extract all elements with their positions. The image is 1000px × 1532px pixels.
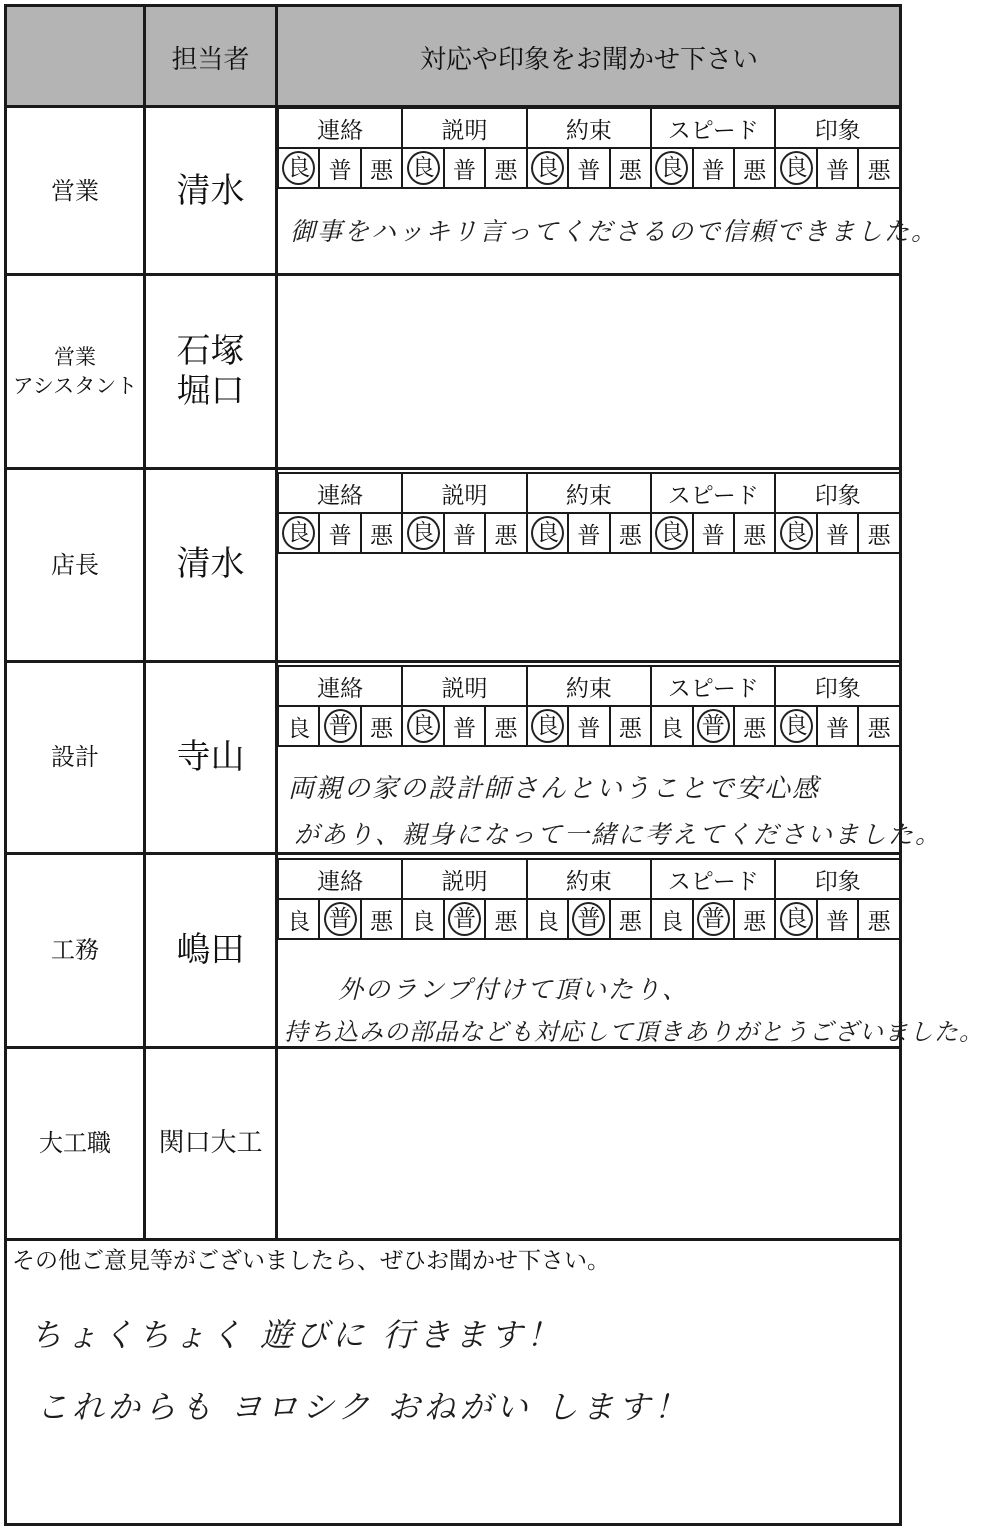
rating-option-selected[interactable] <box>527 148 568 188</box>
dept-label: 設計 <box>51 743 99 772</box>
rating-option-label: 悪 <box>618 908 642 935</box>
rating-option-label: 悪 <box>494 522 518 549</box>
rating-option-label: 悪 <box>494 908 518 935</box>
rating-option[interactable] <box>858 706 900 746</box>
dept-label <box>7 276 143 467</box>
other-comments-prompt: その他ご意見等がございましたら、ぜひお聞かせ下さい。 <box>12 1248 610 1274</box>
rating-option-label: 普 <box>453 157 477 184</box>
rating-option-label: 良 <box>407 151 440 185</box>
rating-option-label: 良 <box>282 151 315 185</box>
rating-option[interactable] <box>444 706 485 746</box>
rating-option[interactable] <box>402 899 443 939</box>
rating-grid <box>277 858 901 940</box>
rating-category: スピード <box>651 859 775 899</box>
rating-option-selected[interactable] <box>775 513 816 553</box>
rating-option[interactable] <box>734 706 775 746</box>
handwritten-comment: 外のランプ付けて頂いたり、 <box>338 975 690 1004</box>
rating-option[interactable] <box>278 899 319 939</box>
rating-option-label: 普 <box>697 709 730 743</box>
rating-options-row <box>278 148 900 188</box>
rating-option-label: 良 <box>780 709 813 743</box>
rating-option-label: 普 <box>328 522 352 549</box>
rating-option-label: 悪 <box>370 908 394 935</box>
rating-option[interactable] <box>361 148 402 188</box>
handwritten-comment: があり、親身になって一緒に考えてくださいました。 <box>294 820 943 849</box>
rating-option[interactable] <box>361 706 402 746</box>
rating-option[interactable] <box>527 899 568 939</box>
rating-option-label: 普 <box>826 715 850 742</box>
rating-category: 印象 <box>775 666 900 706</box>
rating-category: 説明 <box>402 859 526 899</box>
column-divider <box>275 4 278 1240</box>
dept-label: 営業 <box>51 177 99 206</box>
rating-option-selected[interactable] <box>402 148 443 188</box>
rating-option-label: 普 <box>324 902 357 936</box>
rating-category: スピード <box>651 108 775 148</box>
rating-option-selected[interactable] <box>693 706 734 746</box>
person-name: 清水 <box>176 544 245 585</box>
rating-option-label: 普 <box>324 709 357 743</box>
person-name <box>146 276 275 467</box>
rating-option-label: 良 <box>287 908 311 935</box>
rating-option-selected[interactable] <box>278 513 319 553</box>
rating-option-label: 悪 <box>618 157 642 184</box>
dept-label: 店長 <box>51 550 99 579</box>
rating-category: 約束 <box>527 666 651 706</box>
rating-option-label: 良 <box>407 709 440 743</box>
rating-option[interactable] <box>610 706 651 746</box>
rating-option-label: 良 <box>535 908 559 935</box>
rating-option[interactable] <box>858 148 900 188</box>
person-name-line2: 堀口 <box>176 370 245 411</box>
rating-option[interactable] <box>693 148 734 188</box>
rating-option[interactable] <box>693 513 734 553</box>
rating-option-label: 悪 <box>867 157 891 184</box>
rating-option-selected[interactable] <box>775 148 816 188</box>
rating-option-selected[interactable] <box>402 706 443 746</box>
rating-option-label: 悪 <box>618 522 642 549</box>
rating-option-label: 悪 <box>370 157 394 184</box>
rating-grid <box>277 472 901 554</box>
rating-category: 説明 <box>402 473 526 513</box>
rating-option-label: 良 <box>780 902 813 936</box>
rating-category: 連絡 <box>278 666 402 706</box>
rating-option-label: 良 <box>655 516 688 550</box>
rating-option-label: 良 <box>282 516 315 550</box>
rating-option[interactable] <box>568 148 609 188</box>
rating-option[interactable] <box>651 706 692 746</box>
rating-option-label: 悪 <box>743 715 767 742</box>
rating-option-label: 悪 <box>370 522 394 549</box>
rating-option-label: 良 <box>780 151 813 185</box>
rating-option-label: 普 <box>826 157 850 184</box>
rating-category: 約束 <box>527 473 651 513</box>
rating-option-selected[interactable] <box>651 148 692 188</box>
rating-option[interactable] <box>610 513 651 553</box>
rating-option[interactable] <box>361 513 402 553</box>
rating-category: 約束 <box>527 108 651 148</box>
rating-option[interactable] <box>485 706 526 746</box>
rating-option[interactable] <box>568 706 609 746</box>
rating-option-selected[interactable] <box>278 148 319 188</box>
rating-option-label: 普 <box>577 715 601 742</box>
rating-option-label: 悪 <box>743 522 767 549</box>
rating-option-label: 普 <box>701 522 725 549</box>
dept-label-line1: 営業 <box>54 345 96 370</box>
rating-option-selected[interactable] <box>319 899 360 939</box>
rating-option[interactable] <box>651 899 692 939</box>
rating-option-selected[interactable] <box>651 513 692 553</box>
person-name: 清水 <box>176 170 245 211</box>
rating-option-label: 悪 <box>618 715 642 742</box>
rating-option-selected[interactable] <box>775 706 816 746</box>
feedback-column-header: 対応や印象をお聞かせ下さい <box>419 44 758 75</box>
rating-option-selected[interactable] <box>319 706 360 746</box>
rating-options-row <box>278 899 900 939</box>
rating-option-label: 良 <box>287 715 311 742</box>
rating-option-label: 良 <box>780 516 813 550</box>
rating-option[interactable] <box>278 706 319 746</box>
rating-option[interactable] <box>858 513 900 553</box>
person-column-header: 担当者 <box>171 44 250 75</box>
rating-category: 説明 <box>402 108 526 148</box>
rating-category: 連絡 <box>278 859 402 899</box>
rating-category: 印象 <box>775 859 900 899</box>
rating-option-label: 普 <box>697 902 730 936</box>
rating-option-label: 良 <box>655 151 688 185</box>
rating-option[interactable] <box>858 899 900 939</box>
rating-option-selected[interactable] <box>527 513 568 553</box>
rating-option-label: 普 <box>577 522 601 549</box>
rating-option-label: 普 <box>572 902 605 936</box>
rating-option[interactable] <box>319 148 360 188</box>
rating-options-row <box>278 706 900 746</box>
rating-grid <box>277 107 901 189</box>
rating-option-label: 良 <box>531 709 564 743</box>
rating-option-label: 普 <box>453 715 477 742</box>
handwritten-other-comment: これからも ヨロシク おねがい します！ <box>36 1388 690 1426</box>
person-name-line1: 石塚 <box>176 331 245 372</box>
person-name: 寺山 <box>176 736 245 777</box>
rating-option-label: 良 <box>660 908 684 935</box>
rating-option[interactable] <box>444 148 485 188</box>
rating-option[interactable] <box>361 899 402 939</box>
handwritten-comment: 御事をハッキリ言ってくださるので信頼できました。 <box>290 217 939 246</box>
dept-label: 大工職 <box>39 1129 111 1158</box>
rating-option-selected[interactable] <box>693 899 734 939</box>
rating-option[interactable] <box>444 513 485 553</box>
rating-option[interactable] <box>734 513 775 553</box>
rating-option[interactable] <box>568 513 609 553</box>
rating-option[interactable] <box>485 513 526 553</box>
rating-option-label: 悪 <box>743 908 767 935</box>
rating-category: スピード <box>651 473 775 513</box>
rating-option[interactable] <box>734 148 775 188</box>
rating-option[interactable] <box>817 899 858 939</box>
rating-option[interactable] <box>610 899 651 939</box>
rating-option[interactable] <box>817 706 858 746</box>
rating-category: 説明 <box>402 666 526 706</box>
rating-option-label: 普 <box>328 157 352 184</box>
rating-category: 連絡 <box>278 473 402 513</box>
rating-option-label: 悪 <box>370 715 394 742</box>
rating-option-label: 悪 <box>867 908 891 935</box>
person-name: 関口大工 <box>158 1127 263 1158</box>
rating-option[interactable] <box>319 513 360 553</box>
rating-option-label: 良 <box>531 516 564 550</box>
rating-option-label: 普 <box>826 908 850 935</box>
rating-option-selected[interactable] <box>402 513 443 553</box>
rating-category: 印象 <box>775 108 900 148</box>
rating-option-label: 普 <box>577 157 601 184</box>
handwritten-comment: 持ち込みの部品なども対応して頂きありがとうございました。 <box>284 1018 984 1046</box>
rating-option-label: 普 <box>701 157 725 184</box>
rating-option-label: 悪 <box>494 157 518 184</box>
handwritten-other-comment: ちょくちょく 遊びに 行きます！ <box>30 1316 563 1354</box>
rating-option-selected[interactable] <box>527 706 568 746</box>
rating-option-label: 良 <box>660 715 684 742</box>
rating-option[interactable] <box>610 148 651 188</box>
person-name: 嶋田 <box>176 929 245 970</box>
rating-option[interactable] <box>734 899 775 939</box>
rating-option-label: 普 <box>448 902 481 936</box>
rating-option-label: 良 <box>411 908 435 935</box>
rating-options-row <box>278 513 900 553</box>
rating-option-label: 悪 <box>743 157 767 184</box>
rating-option[interactable] <box>485 148 526 188</box>
dept-label-line2: アシスタント <box>12 373 138 398</box>
rating-grid <box>277 665 901 747</box>
rating-category: 印象 <box>775 473 900 513</box>
rating-option-selected[interactable] <box>444 899 485 939</box>
row-divider <box>4 1238 902 1241</box>
dept-label: 工務 <box>51 936 99 965</box>
rating-option-selected[interactable] <box>568 899 609 939</box>
rating-option-label: 普 <box>826 522 850 549</box>
rating-category: 連絡 <box>278 108 402 148</box>
rating-option[interactable] <box>817 148 858 188</box>
rating-option[interactable] <box>485 899 526 939</box>
rating-option[interactable] <box>817 513 858 553</box>
rating-option-label: 悪 <box>867 522 891 549</box>
handwritten-comment: 両親の家の設計師さんということで安心感 <box>288 774 821 804</box>
rating-option-label: 悪 <box>494 715 518 742</box>
rating-option-label: 良 <box>407 516 440 550</box>
rating-option-selected[interactable] <box>775 899 816 939</box>
rating-category: スピード <box>651 666 775 706</box>
rating-category: 約束 <box>527 859 651 899</box>
rating-option-label: 悪 <box>867 715 891 742</box>
rating-option-label: 普 <box>453 522 477 549</box>
rating-option-label: 良 <box>531 151 564 185</box>
